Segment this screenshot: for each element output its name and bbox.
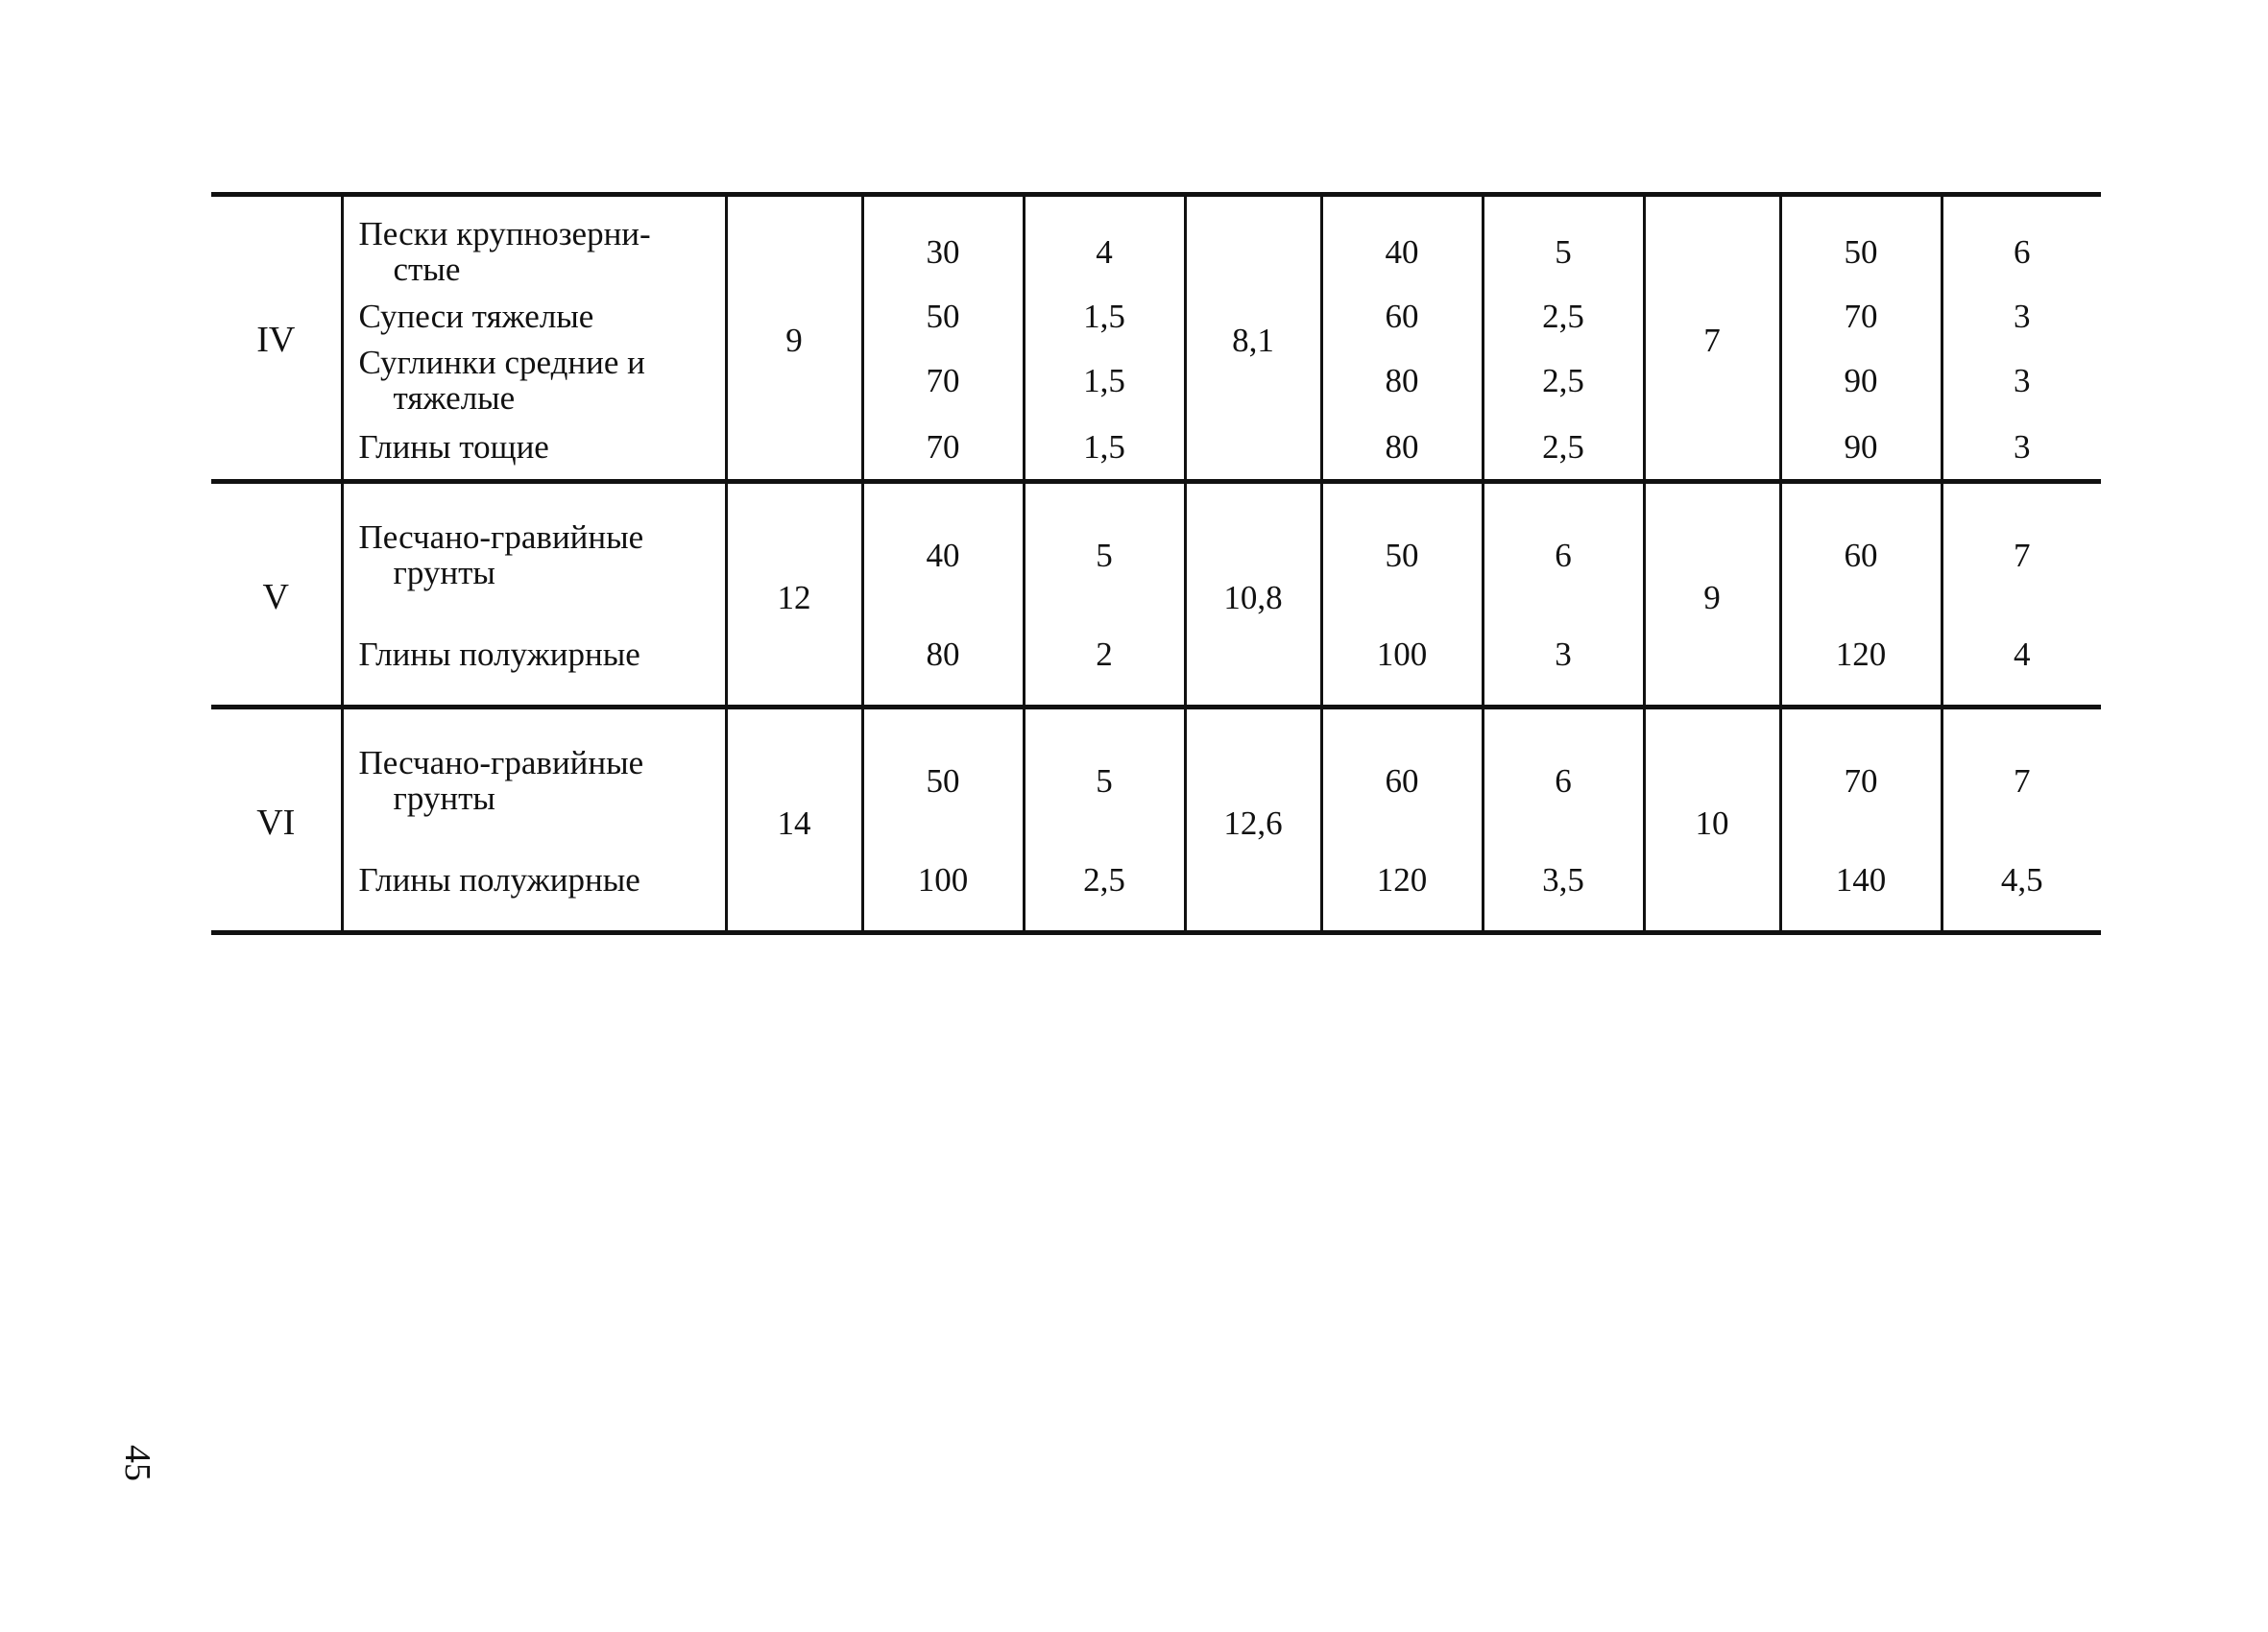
col7-cell-value: 7 xyxy=(1703,321,1721,359)
col3-cell-value: 2,5 xyxy=(1083,860,1125,899)
col3-cell xyxy=(1024,195,1185,482)
soil-name xyxy=(359,520,644,591)
col6-cell-value: 2,5 xyxy=(1542,297,1584,335)
zone-cell xyxy=(211,482,342,708)
col1-cell-value: 12 xyxy=(777,578,811,616)
col7-cell xyxy=(1644,708,1780,933)
col3-cell xyxy=(1024,708,1185,933)
col4-cell xyxy=(1185,195,1321,482)
zone-cell xyxy=(211,195,342,482)
zone-cell-value: V xyxy=(262,577,289,618)
col5-cell-value: 60 xyxy=(1385,297,1419,335)
soil-name xyxy=(358,427,549,466)
col9-cell xyxy=(1942,482,2101,708)
col8-cell-value: 90 xyxy=(1844,427,1878,466)
col5-cell xyxy=(1321,195,1483,482)
col2-cell-value: 70 xyxy=(926,427,960,466)
soil-name xyxy=(359,346,645,417)
col7-cell-value: 9 xyxy=(1703,578,1721,616)
col6-cell-value: 5 xyxy=(1555,232,1572,271)
col2-cell-value: 100 xyxy=(917,860,969,899)
col4-cell-value: 8,1 xyxy=(1232,321,1274,359)
soil-name-line: Песчано-гравийные xyxy=(358,518,644,557)
col7-cell xyxy=(1644,195,1780,482)
soil-name xyxy=(359,217,651,288)
col6-cell-value: 3 xyxy=(1555,635,1572,673)
table-row xyxy=(211,482,2101,708)
soil-name-line: Суглинки средние и xyxy=(358,344,645,382)
soil-name-line: Супеси тяжелые xyxy=(358,297,594,335)
col3-cell-value: 4 xyxy=(1096,232,1113,271)
col9-cell-value: 4,5 xyxy=(2000,860,2043,899)
col2-cell xyxy=(862,708,1024,933)
col3-cell xyxy=(1024,482,1185,708)
soil-name-line: Песчано-гравийные xyxy=(358,744,644,782)
col5-cell-value: 60 xyxy=(1385,761,1419,800)
col5-cell-value: 80 xyxy=(1385,361,1419,399)
col8-cell xyxy=(1780,482,1942,708)
page-number: 45 xyxy=(117,1445,157,1481)
table-row xyxy=(211,195,2101,482)
col6-cell xyxy=(1483,482,1644,708)
soil-name-line: Глины полужирные xyxy=(358,635,640,673)
col8-cell-value: 50 xyxy=(1844,232,1878,271)
col9-cell-value: 6 xyxy=(2014,232,2031,271)
col1-cell-value: 9 xyxy=(785,321,803,359)
col6-cell-value: 6 xyxy=(1555,536,1572,574)
col5-cell-value: 120 xyxy=(1376,860,1428,899)
col2-cell-value: 70 xyxy=(926,361,960,399)
col4-cell-value: 10,8 xyxy=(1223,578,1283,616)
soil-name xyxy=(359,746,644,817)
soil-name-line: стые xyxy=(393,251,461,288)
col2-cell-value: 50 xyxy=(926,761,960,800)
col9-cell-value: 7 xyxy=(2014,536,2031,574)
col3-cell-value: 1,5 xyxy=(1083,427,1125,466)
col6-cell xyxy=(1483,708,1644,933)
soil-name xyxy=(359,637,640,673)
zone-cell-value: IV xyxy=(256,320,296,361)
col5-cell-value: 40 xyxy=(1385,232,1419,271)
soil-names-cell xyxy=(342,708,726,933)
col5-cell-value: 50 xyxy=(1385,536,1419,574)
col8-cell-value: 90 xyxy=(1844,361,1878,399)
col5-cell-value: 100 xyxy=(1376,635,1428,673)
col1-cell xyxy=(726,195,862,482)
col9-cell-value: 4 xyxy=(2014,635,2031,673)
col3-cell-value: 1,5 xyxy=(1083,361,1125,399)
col6-cell xyxy=(1483,195,1644,482)
col9-cell-value: 3 xyxy=(2014,427,2031,466)
col3-cell-value: 2 xyxy=(1096,635,1113,673)
soil-name-line: Глины полужирные xyxy=(358,860,640,899)
col3-cell-value: 5 xyxy=(1096,761,1113,800)
col8-cell-value: 120 xyxy=(1835,635,1887,673)
soil-names-cell xyxy=(342,482,726,708)
col4-cell-value: 12,6 xyxy=(1223,804,1283,842)
col8-cell-value: 140 xyxy=(1835,860,1887,899)
col6-cell-value: 2,5 xyxy=(1542,427,1584,466)
col5-cell xyxy=(1321,482,1483,708)
soil-name-line: тяжелые xyxy=(393,379,516,417)
zone-cell xyxy=(211,708,342,933)
zone-cell-value: VI xyxy=(256,803,296,844)
col2-cell-value: 50 xyxy=(926,297,960,335)
col2-cell-value: 40 xyxy=(926,536,960,574)
soil-name xyxy=(358,297,594,335)
soil-parameters-table xyxy=(211,192,2101,935)
col9-cell-value: 7 xyxy=(2014,761,2031,800)
col8-cell xyxy=(1780,195,1942,482)
col1-cell-value: 14 xyxy=(777,804,811,842)
col9-cell-value: 3 xyxy=(2014,361,2031,399)
col6-cell-value: 3,5 xyxy=(1542,860,1584,899)
col8-cell-value: 70 xyxy=(1844,297,1878,335)
col2-cell-value: 80 xyxy=(926,635,960,673)
col7-cell xyxy=(1644,482,1780,708)
col4-cell xyxy=(1185,708,1321,933)
col2-cell-value: 30 xyxy=(926,232,960,271)
soil-name-line: грунты xyxy=(393,554,495,591)
col2-cell xyxy=(862,195,1024,482)
col5-cell xyxy=(1321,708,1483,933)
soil-name xyxy=(358,860,640,899)
col3-cell-value: 1,5 xyxy=(1083,297,1125,335)
col6-cell-value: 2,5 xyxy=(1542,361,1584,399)
col8-cell xyxy=(1780,708,1942,933)
soil-name-line: Глины тощие xyxy=(358,427,549,466)
soil-name-line: грунты xyxy=(393,780,495,817)
col8-cell-value: 70 xyxy=(1844,761,1878,800)
col8-cell-value: 60 xyxy=(1844,536,1878,574)
col9-cell xyxy=(1942,195,2101,482)
col1-cell xyxy=(726,708,862,933)
col2-cell xyxy=(862,482,1024,708)
table-row xyxy=(211,708,2101,933)
col1-cell xyxy=(726,482,862,708)
col9-cell-value: 3 xyxy=(2014,297,2031,335)
table-body xyxy=(211,195,2101,933)
soil-name-line: Пески крупнозерни- xyxy=(358,215,651,253)
col7-cell-value: 10 xyxy=(1695,804,1729,842)
soil-names-cell xyxy=(342,195,726,482)
col9-cell xyxy=(1942,708,2101,933)
col6-cell-value: 6 xyxy=(1555,761,1572,800)
col3-cell-value: 5 xyxy=(1096,536,1113,574)
col4-cell xyxy=(1185,482,1321,708)
col5-cell-value: 80 xyxy=(1385,427,1419,466)
